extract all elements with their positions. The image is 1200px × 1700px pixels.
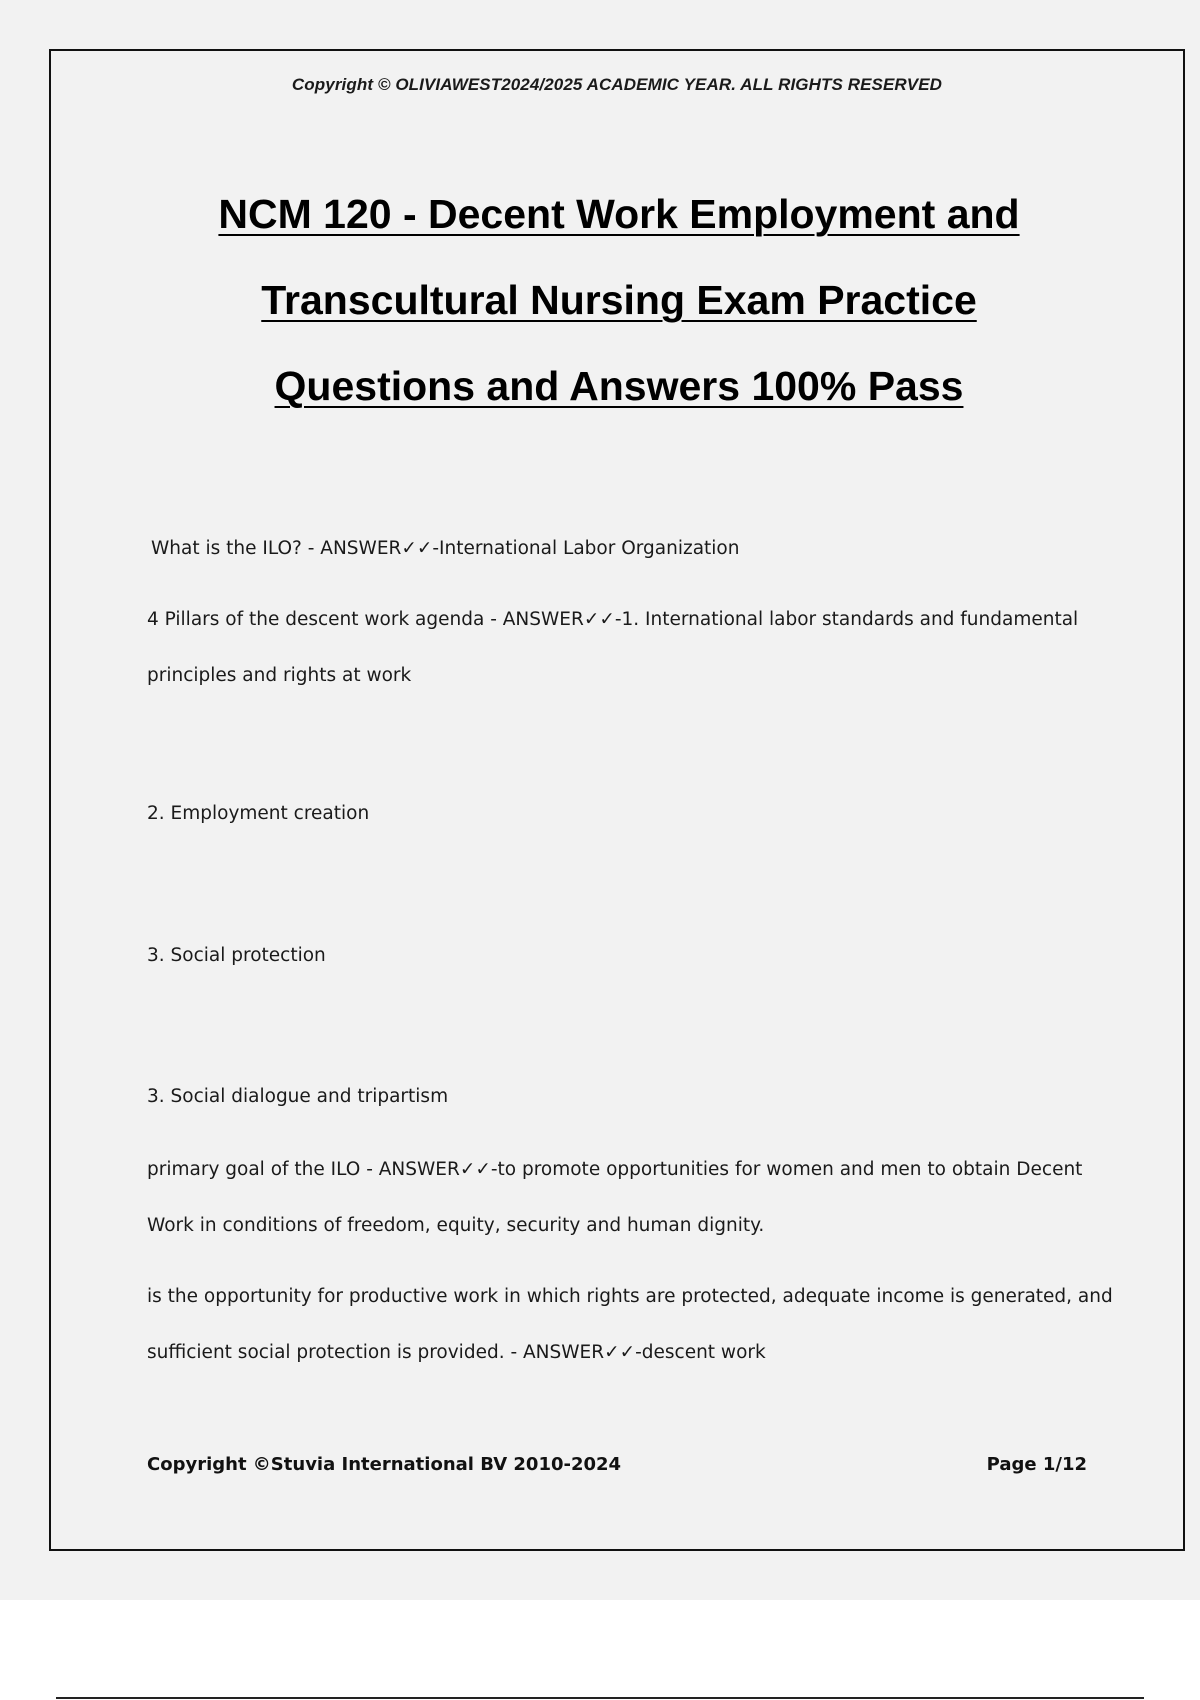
qa-ilo: What is the ILO? - ANSWER✓✓-International Labor Organization [151, 538, 740, 559]
footer-copyright: Copyright ©Stuvia International BV 2010-2024 [147, 1454, 622, 1475]
qa-decent-work-line-1: is the opportunity for productive work in which rights are protected, adequate income is generated, and [147, 1286, 1113, 1307]
header-copyright: Copyright © OLIVIAWEST2024/2025 ACADEMIC YEAR. ALL RIGHTS RESERVED [291, 75, 943, 94]
qa-pillars-line-2: principles and rights at work [147, 665, 412, 686]
page-frame [49, 49, 1185, 1551]
qa-pillar-4: 3. Social dialogue and tripartism [147, 1086, 449, 1107]
page-title [91, 171, 1147, 429]
qa-goal-line-2: Work in conditions of freedom, equity, security and human dignity. [147, 1215, 765, 1236]
title-line-1: NCM 120 - Decent Work Employment and [218, 191, 1020, 237]
qa-pillar-2: 2. Employment creation [147, 803, 370, 824]
qa-goal-line-1: primary goal of the ILO - ANSWER✓✓-to promote opportunities for women and men to obtain Decent [147, 1159, 1083, 1180]
page-number: Page 1/12 [986, 1454, 1087, 1475]
qa-pillars-line-1: 4 Pillars of the descent work agenda - ANSWER✓✓-1. International labor standards and fundamental [147, 609, 1079, 630]
next-page-top-rule [56, 1697, 1144, 1699]
title-line-2: Transcultural Nursing Exam Practice [261, 277, 977, 323]
title-line-3: Questions and Answers 100% Pass [274, 363, 964, 409]
qa-pillar-3: 3. Social protection [147, 945, 326, 966]
qa-decent-work-line-2: sufficient social protection is provided. - ANSWER✓✓-descent work [147, 1342, 766, 1363]
